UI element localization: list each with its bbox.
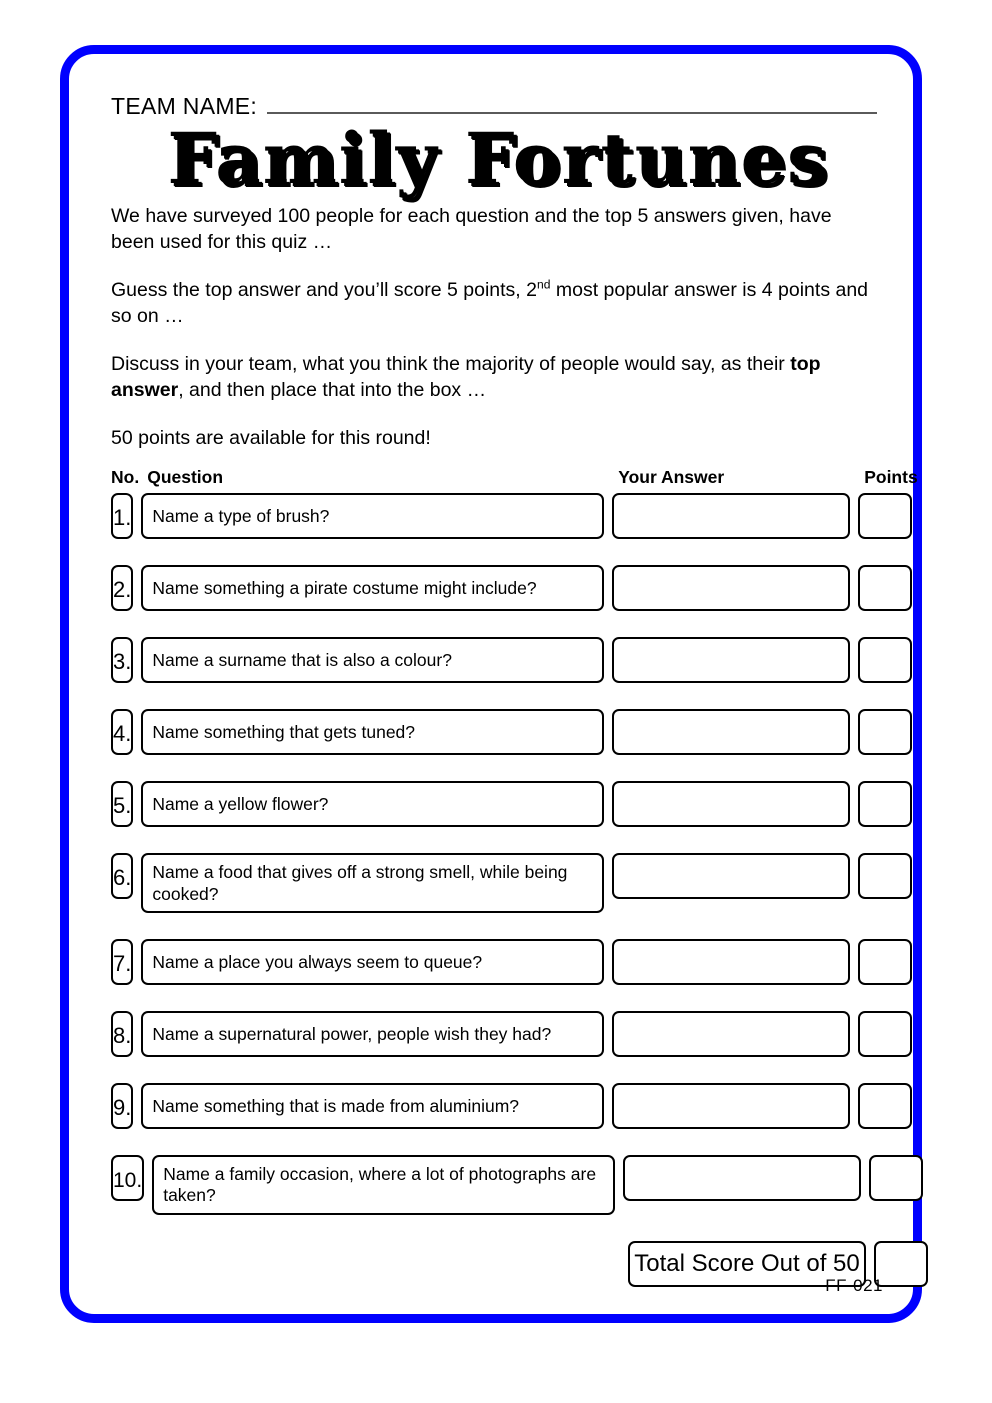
question-number: 2. (111, 565, 133, 611)
table-row (111, 709, 885, 755)
points-input[interactable] (858, 709, 912, 755)
points-input[interactable] (858, 781, 912, 827)
table-row (111, 853, 885, 913)
answer-input[interactable] (612, 565, 850, 611)
question-text: Name something that gets tuned? (141, 709, 604, 755)
table-row (111, 1011, 885, 1057)
answer-input[interactable] (623, 1155, 861, 1201)
team-name-input-line[interactable] (267, 112, 877, 114)
question-number: 7. (111, 939, 133, 985)
intro-p2-part-a: Guess the top answer and you’ll score 5 points, 2 (111, 278, 537, 301)
table-row (111, 781, 885, 827)
question-number: 6. (111, 853, 133, 899)
table-row (111, 493, 885, 539)
table-row (111, 637, 885, 683)
answer-input[interactable] (612, 637, 850, 683)
question-number: 9. (111, 1083, 133, 1129)
quiz-sheet-content (69, 54, 918, 1314)
page-title: Family Fortunes (167, 117, 829, 200)
intro-paragraph-4: 50 points are available for this round! (111, 426, 431, 449)
answer-input[interactable] (612, 709, 850, 755)
question-text: Name a supernatural power, people wish they had? (141, 1011, 604, 1057)
intro-paragraph-1: We have surveyed 100 people for each question and the top 5 answers given, have been used for this quiz … (111, 205, 832, 253)
points-input[interactable] (858, 1083, 912, 1129)
table-row (111, 1083, 885, 1129)
table-row (111, 1155, 885, 1215)
column-header-answer: Your Answer (618, 467, 725, 488)
answer-input[interactable] (612, 1083, 850, 1129)
question-text: Name a place you always seem to queue? (141, 939, 604, 985)
points-input[interactable] (858, 565, 912, 611)
answer-input[interactable] (612, 493, 850, 539)
question-number: 1. (111, 493, 133, 539)
sheet-code: FF-021 (825, 1276, 883, 1295)
question-number: 8. (111, 1011, 133, 1057)
question-text: Name a family occasion, where a lot of photographs are taken? (152, 1155, 615, 1215)
question-number: 3. (111, 637, 133, 683)
total-score-label: Total Score Out of 50 (628, 1241, 866, 1287)
intro-p2-ordinal-suffix: nd (537, 277, 551, 292)
question-rows (111, 493, 885, 1214)
points-input[interactable] (858, 1011, 912, 1057)
question-text: Name a type of brush? (141, 493, 604, 539)
team-name-label: TEAM NAME: (111, 93, 258, 119)
total-score-row (111, 1241, 885, 1287)
question-text: Name a food that gives off a strong smell, while being cooked? (141, 853, 604, 913)
question-number: 5. (111, 781, 133, 827)
intro-paragraph-3 (111, 352, 885, 404)
table-row (111, 565, 885, 611)
intro-p2-part-b: most popular answer is 4 points and so on … (111, 278, 869, 327)
intro-paragraph-2 (111, 278, 885, 330)
column-header-points: Points (864, 467, 918, 488)
answer-input[interactable] (612, 853, 850, 899)
team-name-row (111, 84, 885, 118)
question-number: 10. (111, 1155, 144, 1201)
points-input[interactable] (869, 1155, 923, 1201)
intro-p3-part-b: , and then place that into the box … (178, 378, 487, 401)
quiz-sheet-border (60, 45, 922, 1323)
answer-input[interactable] (612, 781, 850, 827)
question-text: Name something that is made from aluminium? (141, 1083, 604, 1129)
answer-input[interactable] (612, 1011, 850, 1057)
points-input[interactable] (858, 637, 912, 683)
question-text: Name something a pirate costume might include? (141, 565, 604, 611)
points-input[interactable] (858, 853, 912, 899)
table-row (111, 939, 885, 985)
intro-p3-emphasis: top answer (111, 352, 821, 401)
points-input[interactable] (858, 939, 912, 985)
table-column-headers (111, 467, 918, 488)
question-number: 4. (111, 709, 133, 755)
column-header-no: No. (111, 467, 140, 488)
answer-input[interactable] (612, 939, 850, 985)
points-input[interactable] (858, 493, 912, 539)
question-text: Name a surname that is also a colour? (141, 637, 604, 683)
column-header-question: Question (147, 467, 224, 488)
question-text: Name a yellow flower? (141, 781, 604, 827)
intro-p3-part-a: Discuss in your team, what you think the majority of people would say, as their (111, 352, 791, 375)
